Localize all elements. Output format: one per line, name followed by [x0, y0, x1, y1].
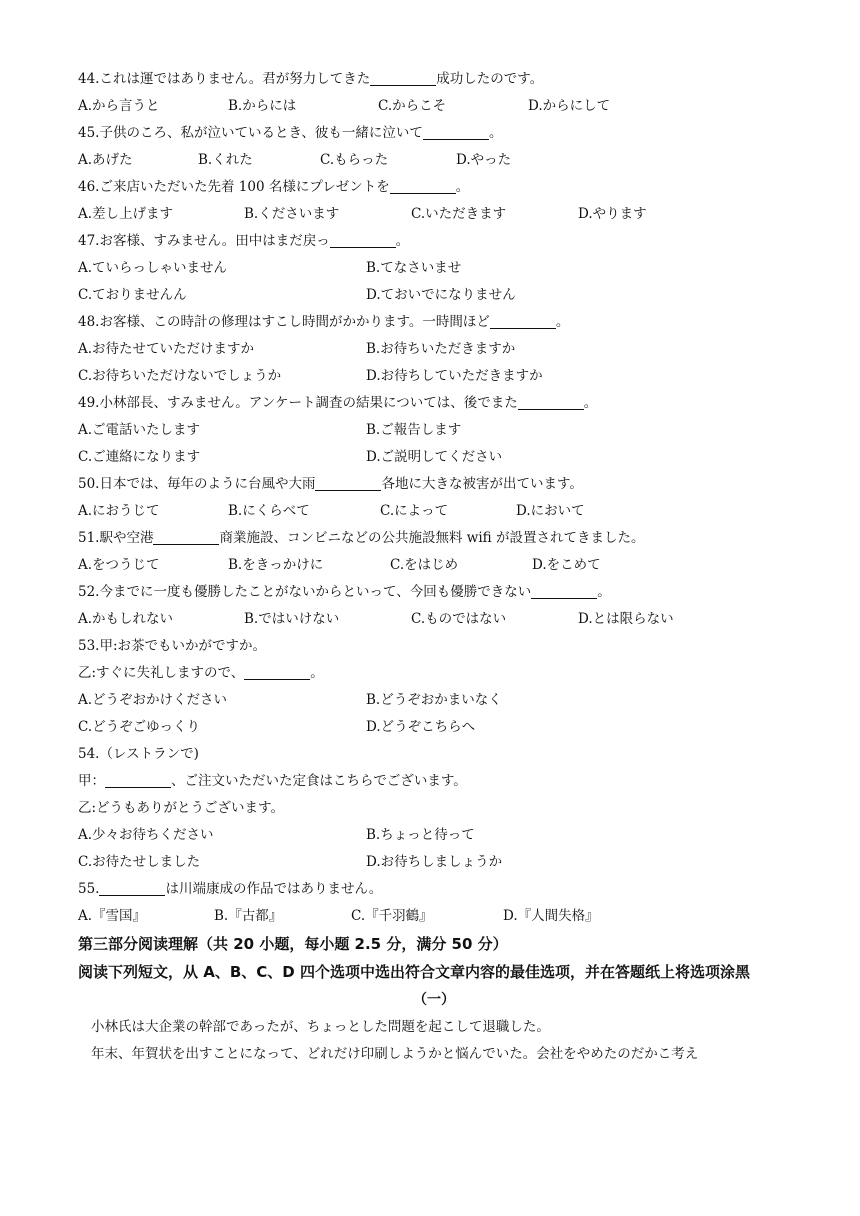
question-text: 甲：	[78, 773, 105, 789]
question-44	[78, 66, 790, 93]
option-d: D.やった	[456, 152, 512, 168]
question-55	[78, 876, 790, 903]
question-51	[78, 525, 790, 552]
option-a: A.ご電話いたします	[78, 422, 201, 438]
question-text: 45.子供のころ、私が泣いているとき、彼も一緒に泣いて	[78, 125, 423, 141]
option-b: B.『古都』	[214, 908, 283, 924]
section-instruction: 阅读下列短文，从 A、B、C、D 四个选项中选出符合文章内容的最佳选项，并在答题纸上将选项涂黑	[78, 963, 750, 981]
question-text: 乙:どうもありがとうございます。	[78, 800, 284, 816]
option-d: D.からにして	[528, 98, 611, 114]
question-text-end: 。	[455, 179, 470, 195]
answer-blank	[244, 663, 310, 680]
passage-title: （一）	[413, 992, 455, 1008]
answer-blank	[153, 528, 219, 545]
option-a: A.をつうじて	[78, 557, 160, 573]
option-d: D.やります	[578, 206, 647, 222]
answer-blank	[518, 393, 584, 410]
option-b: B.からには	[228, 98, 297, 114]
option-b: B.てなさいませ	[366, 260, 462, 276]
option-c: C.からこそ	[378, 98, 447, 114]
option-c: C.どうぞごゆっくり	[78, 719, 201, 735]
option-b: B.ご報告します	[366, 422, 462, 438]
options-52	[78, 606, 790, 633]
options-54-ab	[78, 822, 790, 849]
option-d: D.『人間失格』	[503, 908, 599, 924]
question-53-line2	[78, 660, 790, 687]
question-46	[78, 174, 790, 201]
options-46	[78, 201, 790, 228]
question-text-end: は川端康成の作品ではありません。	[165, 881, 383, 897]
question-text-end: 各地に大きな被害が出ています。	[381, 476, 583, 492]
option-c: C.ものではない	[411, 611, 507, 627]
answer-blank	[490, 312, 556, 329]
option-d: D.お待ちしましょうか	[366, 854, 503, 870]
question-text-end: 。	[488, 125, 503, 141]
options-44	[78, 93, 790, 120]
option-d: D.をこめて	[532, 557, 601, 573]
answer-blank	[531, 582, 597, 599]
options-47-cd	[78, 282, 790, 309]
option-a: A.あげた	[78, 152, 133, 168]
answer-blank	[390, 177, 456, 194]
question-text: 49.小林部長、すみません。アンケート調査の結果については、後でまた	[78, 395, 518, 411]
question-text: 53.甲:お茶でもいかがですか。	[78, 638, 267, 654]
answer-blank	[315, 474, 381, 491]
question-text: 46.ご来店いただいた先着 100 名様にプレゼントを	[78, 179, 390, 195]
passage-paragraph: 小林氏は大企業の幹部であったが、ちょっとした問題を起こして退職した。	[91, 1019, 550, 1035]
option-c: C.をはじめ	[390, 557, 459, 573]
options-55	[78, 903, 790, 930]
question-text: 51.駅や空港	[78, 530, 154, 546]
option-d: D.において	[516, 503, 585, 519]
answer-blank	[99, 879, 165, 896]
option-a: A.どうぞおかけください	[78, 692, 228, 708]
options-53-ab	[78, 687, 790, 714]
option-c: C.ておりませんん	[78, 287, 187, 303]
answer-blank	[370, 69, 436, 86]
question-text: 48.お客様、この時計の修理はすこし時間がかかります。一時間ほど	[78, 314, 490, 330]
option-a: A.から言うと	[78, 98, 160, 114]
option-d: D.とは限らない	[578, 611, 674, 627]
options-51	[78, 552, 790, 579]
question-text-end: 。	[583, 395, 598, 411]
option-b: B.くれた	[198, 152, 253, 168]
option-c: C.『千羽鶴』	[351, 908, 433, 924]
question-text-end: 。	[310, 665, 324, 681]
option-c: C.もらった	[320, 152, 389, 168]
option-a: A.お待たせていただけますか	[78, 341, 255, 357]
question-52	[78, 579, 790, 606]
question-text-end: 。	[555, 314, 570, 330]
question-text: 50.日本では、毎年のように台風や大雨	[78, 476, 316, 492]
option-a: A.かもしれない	[78, 611, 174, 627]
option-b: B.ちょっと待って	[366, 827, 475, 843]
question-54-line2	[78, 768, 790, 795]
option-d: D.ておいでになりません	[366, 287, 516, 303]
question-text-end: 、ご注文いただいた定食はこちらでございます。	[171, 773, 467, 789]
options-50	[78, 498, 790, 525]
option-a: A.『雪国』	[78, 908, 147, 924]
options-45	[78, 147, 790, 174]
question-text-end: 成功したのです。	[436, 71, 544, 87]
question-text: 54.（レストランで)	[78, 746, 199, 762]
option-c: C.お待たせしました	[78, 854, 201, 870]
question-text-end: 。	[395, 233, 410, 249]
option-a: A.少々お待ちください	[78, 827, 214, 843]
option-b: B.どうぞおかまいなく	[366, 692, 502, 708]
option-d: D.どうぞこちらへ	[366, 719, 476, 735]
option-a: A.ていらっしゃいません	[78, 260, 228, 276]
options-53-cd	[78, 714, 790, 741]
options-48-ab	[78, 336, 790, 363]
answer-blank	[423, 123, 489, 140]
section-title: 第三部分阅读理解（共 20 小题，每小题 2.5 分，满分 50 分）	[78, 935, 508, 953]
option-c: C.お待ちいただけないでしょうか	[78, 368, 282, 384]
option-b: B.ではいけない	[244, 611, 340, 627]
question-54	[78, 741, 790, 768]
question-text: 乙:すぐに失礼しますので、	[78, 665, 245, 681]
option-d: D.ご説明してください	[366, 449, 503, 465]
option-c: C.いただきます	[411, 206, 507, 222]
question-45	[78, 120, 790, 147]
option-c: C.ご連絡になります	[78, 449, 201, 465]
options-54-cd	[78, 849, 790, 876]
passage-paragraph: 年末、年賀状を出すことになって、どれだけ印刷しようかと悩んでいた。会社をやめたのだかこ考え	[91, 1046, 699, 1062]
question-text: 44.これは運ではありません。君が努力してきた	[78, 71, 371, 87]
options-49-cd	[78, 444, 790, 471]
question-text: 52.今までに一度も優勝したことがないからといって、今回も優勝できない	[78, 584, 532, 600]
option-c: C.によって	[380, 503, 449, 519]
option-b: B.お待ちいただきますか	[366, 341, 516, 357]
options-48-cd	[78, 363, 790, 390]
exam-page	[78, 66, 790, 1068]
question-49	[78, 390, 790, 417]
question-text: 55.	[78, 881, 100, 897]
option-d: D.お待ちしていただきますか	[366, 368, 543, 384]
option-b: B.をきっかけに	[228, 557, 324, 573]
option-b: B.にくらべて	[228, 503, 310, 519]
question-50	[78, 471, 790, 498]
options-49-ab	[78, 417, 790, 444]
option-b: B.くださいます	[244, 206, 340, 222]
answer-blank	[105, 771, 171, 788]
question-text: 47.お客様、すみません。田中はまだ戻っ	[78, 233, 330, 249]
question-48	[78, 309, 790, 336]
question-54-line3	[78, 795, 790, 822]
question-53	[78, 633, 790, 660]
option-a: A.差し上げます	[78, 206, 174, 222]
question-47	[78, 228, 790, 255]
question-text-end: 。	[597, 584, 611, 600]
options-47-ab	[78, 255, 790, 282]
question-text-end: 商業施設、コンビニなどの公共施設無料 wifi が設置されてきました。	[219, 530, 645, 546]
option-a: A.におうじて	[78, 503, 160, 519]
answer-blank	[330, 231, 396, 248]
